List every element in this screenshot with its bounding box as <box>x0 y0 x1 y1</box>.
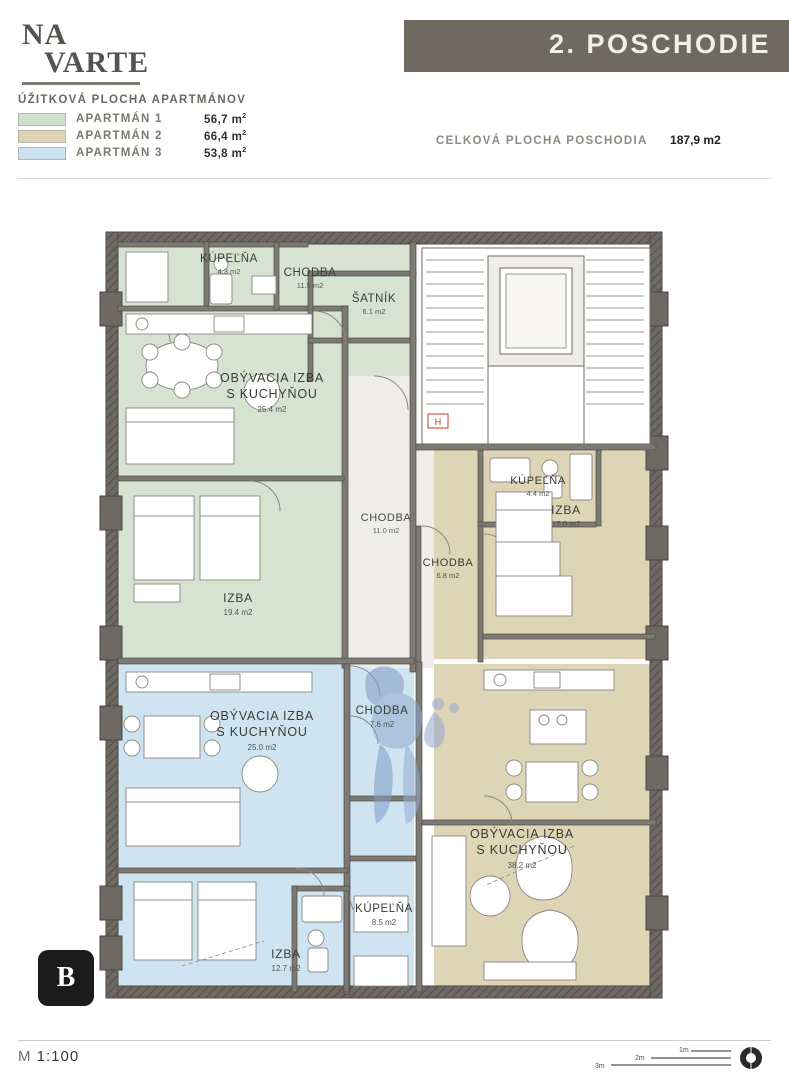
scale-bar-and-compass <box>591 1044 771 1072</box>
total-area-label: CELKOVÁ PLOCHA POSCHODIA <box>436 135 648 147</box>
legend-item-apartment-3 <box>18 145 438 161</box>
footer-divider <box>18 1040 771 1041</box>
room-area-a2-room: 17.0 m2 <box>551 520 581 529</box>
room-label-a3-living-line1: OBÝVACIA IZBA <box>210 709 314 723</box>
room-area-a1-bath: 4.3 m2 <box>217 267 241 276</box>
room-area-a2-hall: 6.8 m2 <box>436 571 460 580</box>
room-label-a3-room: IZBA <box>271 947 301 961</box>
hydrant-label: H <box>434 417 442 427</box>
room-area-a3-room: 12.7 m2 <box>271 964 301 973</box>
legend-area-unit-1: 2 <box>242 112 247 120</box>
legend-swatch-apartment-3 <box>18 147 66 160</box>
plan-badge: B <box>38 950 94 1006</box>
room-area-common-hall: 11.0 m2 <box>372 526 400 535</box>
room-label-a3-hall: CHODBA <box>355 705 409 717</box>
total-area-value: 187,9 m2 <box>670 133 721 147</box>
legend-area-apartment-2 <box>204 130 247 143</box>
room-area-a2-bath: 4.4 m2 <box>526 489 550 498</box>
hydrant-marker <box>428 414 448 428</box>
scale-tick-2m: 2m <box>635 1055 645 1062</box>
scale-tick-3m: 3m <box>595 1063 605 1070</box>
floor-title: 2. POSCHODIE <box>548 29 771 59</box>
scale-value: 1:100 <box>36 1048 80 1065</box>
legend-label-apartment-1: APARTMÁN 1 <box>76 113 163 125</box>
room-label-a3-living-line2: S KUCHYŇOU <box>216 725 308 739</box>
legend-area-value-3: 53,8 m <box>204 147 243 160</box>
page-header <box>0 0 789 88</box>
legend <box>18 94 438 161</box>
stairwell <box>422 248 650 444</box>
room-area-a1-hall: 11.5 m2 <box>296 281 324 290</box>
total-area-block <box>436 131 776 149</box>
brand-logo-line1: NA <box>22 18 68 51</box>
room-label-a3-bath: KÚPEĽŇA <box>355 903 413 915</box>
legend-area-value-1: 56,7 m <box>204 113 243 126</box>
room-label-a1-closet: ŠATNÍK <box>351 293 397 305</box>
header-divider <box>18 178 771 179</box>
brand-logo <box>22 18 182 79</box>
room-area-a3-hall: 7.6 m2 <box>369 720 395 729</box>
legend-label-apartment-2: APARTMÁN 2 <box>76 130 163 142</box>
legend-area-unit-3: 2 <box>242 146 247 154</box>
legend-swatch-apartment-1 <box>18 113 66 126</box>
legend-area-apartment-3 <box>204 147 247 160</box>
brand-logo-line2: VARTE <box>44 46 150 79</box>
room-area-a1-room: 19.4 m2 <box>223 608 253 617</box>
room-label-a2-hall: CHODBA <box>422 557 474 569</box>
room-area-a3-bath: 8.5 m2 <box>371 918 397 927</box>
room-area-a1-closet: 6.1 m2 <box>362 307 386 316</box>
room-label-a2-room: IZBA <box>551 503 581 517</box>
legend-item-apartment-2 <box>18 128 438 144</box>
room-label-a2-bath: KÚPEĽŇA <box>510 475 566 487</box>
room-label-a2-living-line1: OBÝVACIA IZBA <box>470 827 574 841</box>
legend-swatch-apartment-2 <box>18 130 66 143</box>
room-area-a1-living: 25.4 m2 <box>257 405 287 414</box>
scale-prefix: M <box>18 1048 32 1065</box>
room-label-a1-living-line2: S KUCHYŇOU <box>226 387 318 401</box>
legend-label-apartment-3: APARTMÁN 3 <box>76 147 163 159</box>
legend-area-value-2: 66,4 m <box>204 130 243 143</box>
room-area-a3-living: 25.0 m2 <box>247 743 277 752</box>
brand-logo-underline <box>22 82 140 85</box>
room-label-a1-bath: KÚPEĽŇA <box>200 253 258 265</box>
room-label-common-hall: CHODBA <box>360 512 412 524</box>
scale-indicator <box>18 1048 79 1065</box>
legend-area-unit-2: 2 <box>242 129 247 137</box>
legend-area-apartment-1 <box>204 113 247 126</box>
room-label-a1-room: IZBA <box>223 591 253 605</box>
room-label-a1-hall: CHODBA <box>283 267 337 279</box>
scale-tick-1m: 1m <box>679 1047 689 1054</box>
room-area-a2-living: 38.2 m2 <box>507 861 537 870</box>
room-label-a1-living-line1: OBÝVACIA IZBA <box>220 371 324 385</box>
room-label-a2-living-line2: S KUCHYŇOU <box>476 843 568 857</box>
legend-title: ÚŽITKOVÁ PLOCHA APARTMÁNOV <box>18 94 247 106</box>
floor-title-band <box>404 20 789 72</box>
legend-item-apartment-1 <box>18 111 438 127</box>
floor-plan <box>14 196 774 1016</box>
